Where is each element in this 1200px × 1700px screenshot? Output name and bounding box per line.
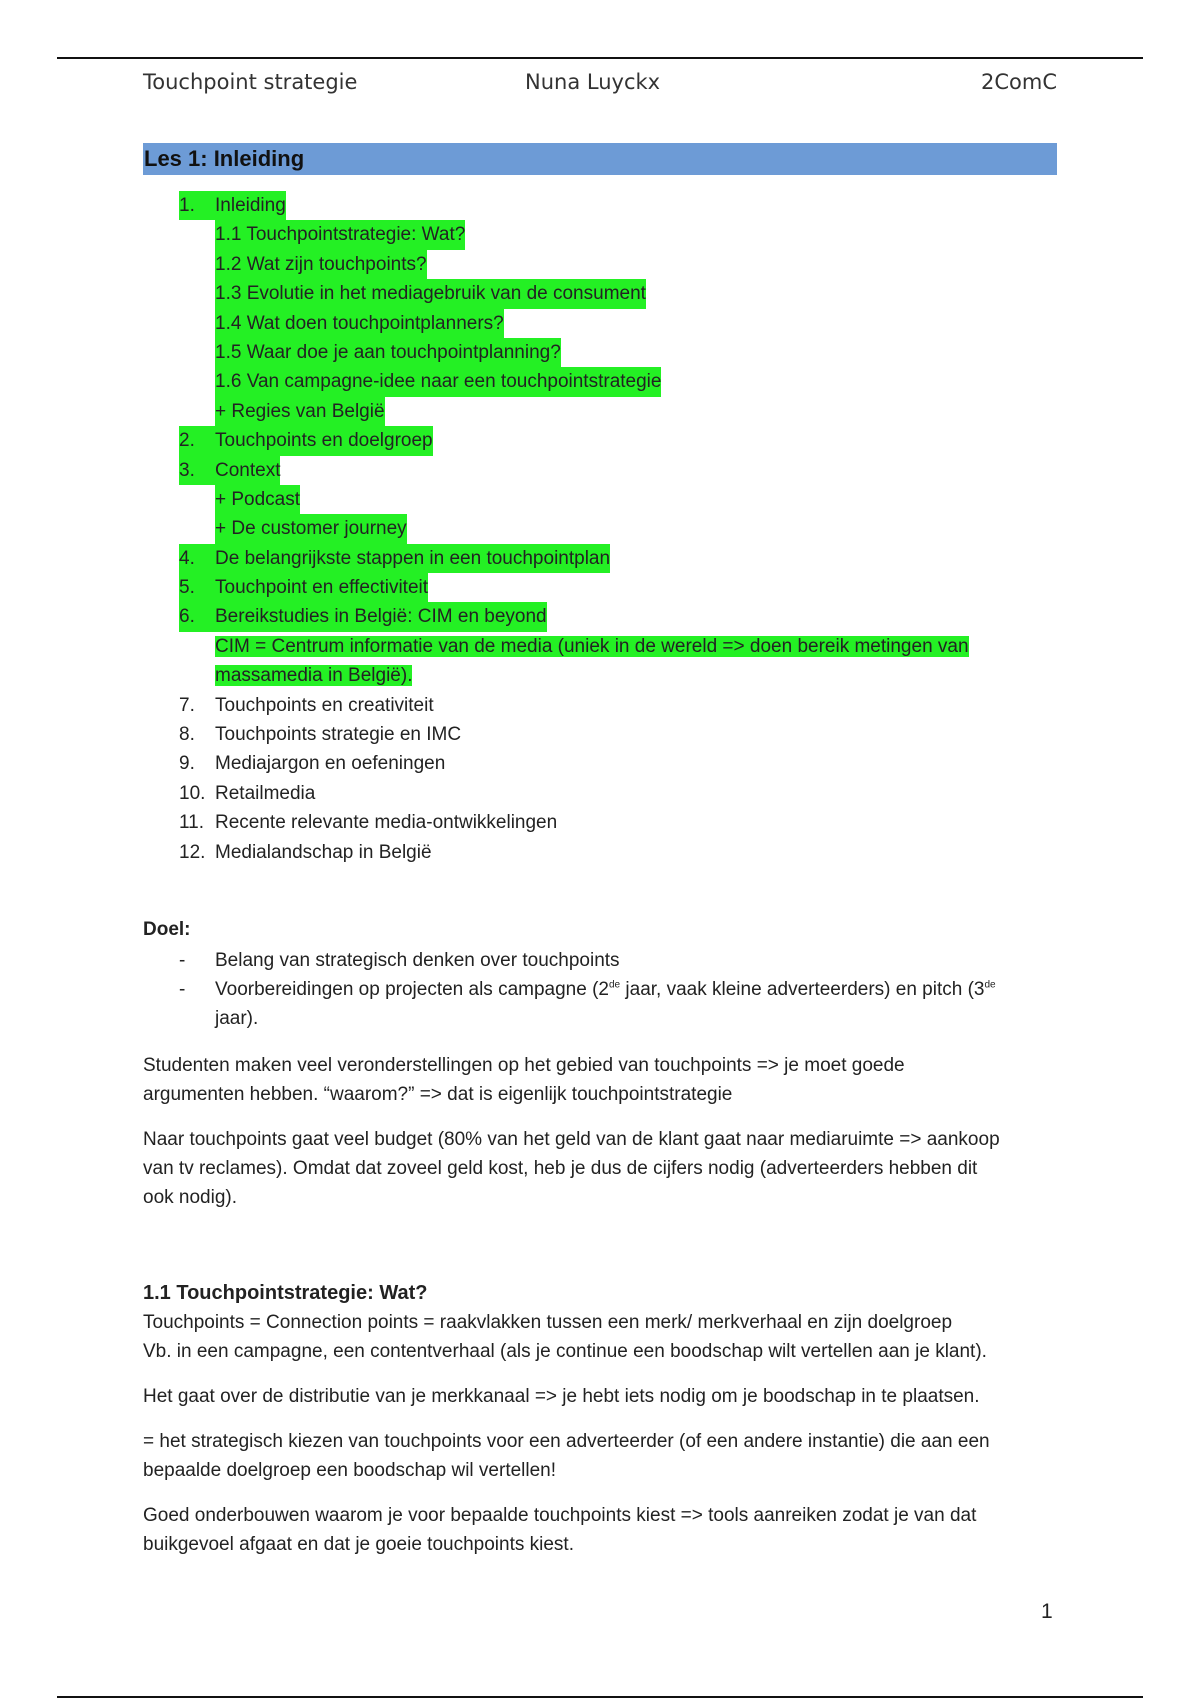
toc-subitem-1-4: 1.4 Wat doen touchpointplanners? xyxy=(215,309,504,338)
toc-item-2: 2. Touchpoints en doelgroep xyxy=(179,426,433,455)
lesson-title: Les 1: Inleiding xyxy=(143,143,1057,175)
page-header xyxy=(143,70,1057,100)
paragraph-justification: Goed onderbouwen waarom je voor bepaalde touchpoints kiest => tools aanreiken zodat je van dat buikgevoel afgaat en dat je goeie touchpoints kiest. xyxy=(143,1505,977,1556)
page-number: 1 xyxy=(1041,1600,1053,1623)
toc-item-12: 12. Medialandschap in België xyxy=(179,841,432,863)
paragraph-assumptions: Studenten maken veel veronderstellingen op het gebied van touchpoints => je moet goede argumenten hebben. “waarom?” => dat is eigenlijk touchpointstrategie xyxy=(143,1055,905,1106)
toc-item-1: 1. Inleiding xyxy=(179,191,286,220)
toc-cim-note-line2: massamedia in België). xyxy=(215,665,413,687)
toc-item-7: 7. Touchpoints en creativiteit xyxy=(179,694,434,716)
toc-cim-note xyxy=(215,632,1057,691)
header-course-title: Touchpoint strategie xyxy=(143,70,358,94)
toc-subitem-podcast: + Podcast xyxy=(215,485,300,514)
goal-heading: Doel: xyxy=(143,919,191,941)
footer-rule xyxy=(57,1696,1143,1698)
toc-item-4: 4. De belangrijkste stappen in een touchpointplan xyxy=(179,544,610,573)
document-body xyxy=(143,143,1057,1559)
table-of-contents xyxy=(143,191,1057,867)
toc-item-5: 5. Touchpoint en effectiviteit xyxy=(179,573,428,602)
toc-subitem-1-2: 1.2 Wat zijn touchpoints? xyxy=(215,250,427,279)
paragraph-distribution: Het gaat over de distributie van je merkkanaal => je hebt iets nodig om je boodschap in te plaatsen. xyxy=(143,1386,980,1408)
header-class: 2ComC xyxy=(981,70,1057,94)
toc-item-9: 9. Mediajargon en oefeningen xyxy=(179,753,446,775)
toc-subitem-1-5: 1.5 Waar doe je aan touchpointplanning? xyxy=(215,338,561,367)
toc-item-6: 6. Bereikstudies in België: CIM en beyond xyxy=(179,602,547,631)
header-rule xyxy=(57,57,1143,59)
toc-item-10: 10. Retailmedia xyxy=(179,782,316,804)
paragraph-definition: Touchpoints = Connection points = raakvlakken tussen een merk/ merkverhaal en zijn doelgroep Vb. in een campagne, een contentverhaal (als je continue een boodschap wilt vertellen aan je klant). xyxy=(143,1312,987,1363)
goal-item-1: - Belang van strategisch denken over touchpoints xyxy=(179,950,620,972)
toc-subitem-customer-journey: + De customer journey xyxy=(215,514,407,543)
toc-cim-note-line1: CIM = Centrum informatie van de media (uniek in de wereld => doen bereik metingen van xyxy=(215,635,969,657)
toc-subitem-1-3: 1.3 Evolutie in het mediagebruik van de consument xyxy=(215,279,646,308)
toc-item-11: 11. Recente relevante media-ontwikkelingen xyxy=(179,812,558,834)
toc-subitem-1-6: 1.6 Van campagne-idee naar een touchpointstrategie xyxy=(215,367,661,396)
goal-item-2: - Voorbereidingen op projecten als campagne (2de jaar, vaak kleine adverteerders) en pitch (3de jaar). xyxy=(179,979,996,1030)
goal-list xyxy=(143,946,1057,1033)
toc-item-3: 3. Context xyxy=(179,456,280,485)
toc-item-8: 8. Touchpoints strategie en IMC xyxy=(179,724,462,746)
paragraph-strategic-choice: = het strategisch kiezen van touchpoints voor een adverteerder (of een andere instantie) die aan een bepaalde doelgroep een boodschap wil vertellen! xyxy=(143,1431,990,1482)
section-heading-1-1: 1.1 Touchpointstrategie: Wat? xyxy=(143,1282,428,1305)
toc-subitem-1-1: 1.1 Touchpointstrategie: Wat? xyxy=(215,220,465,249)
toc-subitem-regies: + Regies van België xyxy=(215,397,385,426)
header-author: Nuna Luyckx xyxy=(525,70,661,94)
paragraph-budget: Naar touchpoints gaat veel budget (80% van het geld van de klant gaat naar mediaruimte => aankoop van tv reclames). Omdat dat zoveel geld kost, heb je dus de cijfers nodig (adverteerders hebben dit ook nodig). xyxy=(143,1129,1000,1209)
